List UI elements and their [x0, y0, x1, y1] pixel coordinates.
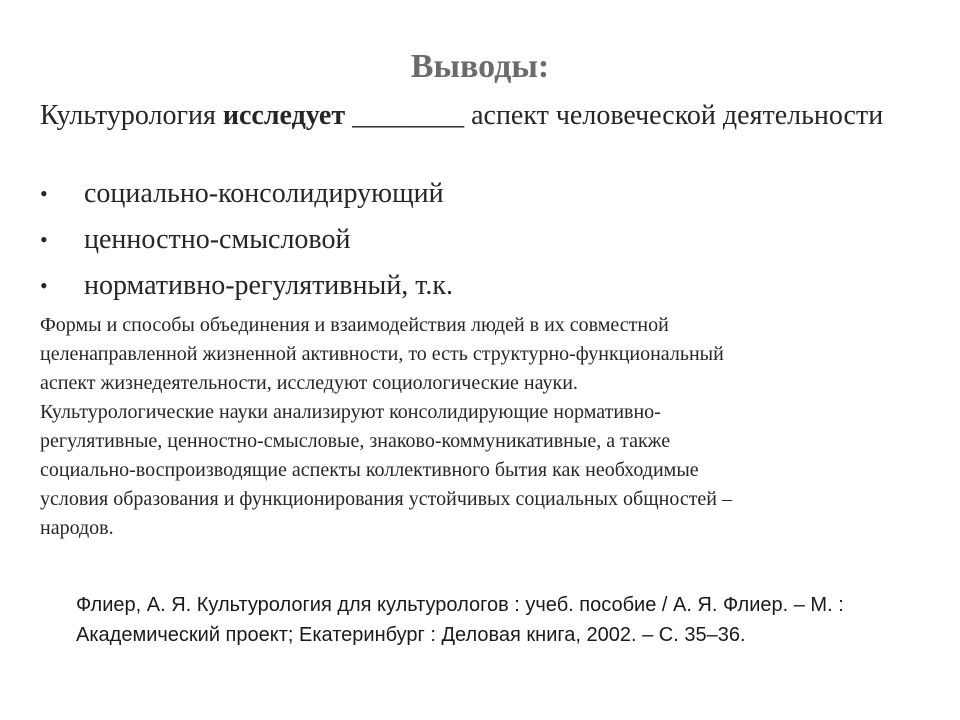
paragraph-line: Культурологические науки анализируют консолидирующие нормативно-	[40, 401, 661, 423]
paragraph-line: целенаправленной жизненной активности, то есть структурно-функциональный	[40, 343, 724, 365]
bullet-item	[40, 172, 920, 218]
paragraph-line: Формы и способы объединения и взаимодействия людей в их совместной	[40, 314, 669, 336]
paragraph-line: условия образования и функционирования устойчивых социальных общностей –	[40, 488, 733, 510]
lead-blank: ________	[345, 100, 472, 131]
lead-statement	[40, 100, 956, 131]
lead-prefix: Культурология	[40, 100, 223, 131]
bullet-item	[40, 218, 920, 264]
bullet-dot: •	[40, 273, 48, 298]
paragraph-line: народов.	[40, 517, 114, 539]
paragraph-line: регулятивные, ценностно-смысловые, знаково-коммуникативные, а также	[40, 430, 671, 452]
slide-title: Выводы:	[410, 48, 550, 85]
paragraph-line: аспект жизнедеятельности, исследуют социологические науки.	[40, 372, 578, 394]
explanation-paragraph	[40, 311, 956, 543]
bibliographic-reference	[76, 590, 926, 650]
bullet-text: социально-консолидирующий	[84, 178, 444, 209]
lead-suffix: аспект человеческой деятельности	[471, 100, 884, 131]
paragraph-line: социально-воспроизводящие аспекты коллективного бытия как необходимые	[40, 459, 699, 481]
lead-bold-verb: исследует	[222, 100, 346, 131]
bullet-text: ценностно-смысловой	[84, 224, 351, 255]
reference-line: Флиер, А. Я. Культурология для культурологов : учеб. пособие / А. Я. Флиер. – М. :	[76, 594, 844, 616]
reference-line: Академический проект; Екатеринбург : Деловая книга, 2002. – С. 35–36.	[76, 624, 746, 646]
bullet-item	[40, 264, 920, 310]
bullet-dot: •	[40, 181, 48, 206]
bullet-dot: •	[40, 227, 48, 252]
bullet-list	[40, 172, 920, 310]
bullet-text: нормативно-регулятивный, т.к.	[84, 270, 454, 301]
